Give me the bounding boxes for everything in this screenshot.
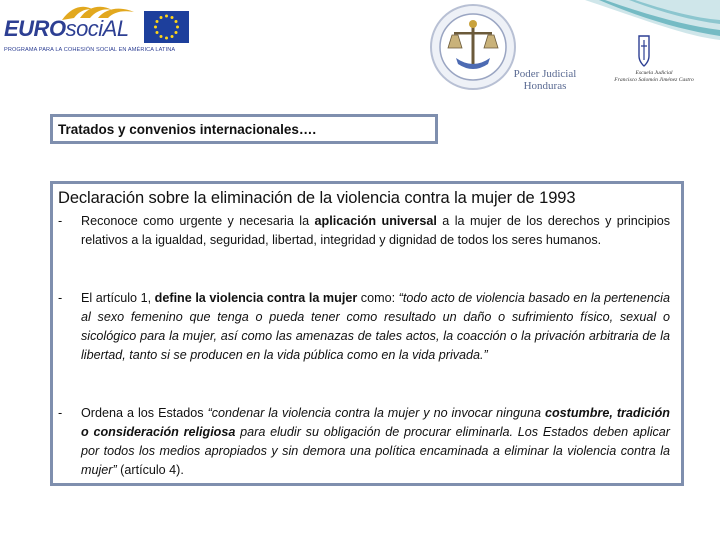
escuela-judicial-line2: Francisco Salomón Jiménez Castro	[614, 77, 694, 83]
decorative-ribbon-icon	[585, 0, 720, 108]
eurosocial-logo	[2, 2, 202, 58]
text-run: como:	[357, 291, 399, 305]
poder-judicial-name	[506, 68, 584, 92]
eu-flag-icon	[144, 11, 189, 43]
list-item-text	[81, 404, 670, 480]
escuela-judicial-name	[614, 70, 694, 84]
poder-judicial-line1: Poder Judicial	[513, 68, 577, 80]
text-run-italic: “condenar la violencia contra la mujer y no invocar ninguna	[207, 406, 545, 420]
text-run: El artículo 1,	[81, 291, 155, 305]
escuela-judicial-line1: Escuela Judicial	[635, 70, 673, 76]
text-run-bold: aplicación universal	[314, 214, 437, 228]
eurosocial-wordmark	[4, 16, 129, 42]
list-item-text	[81, 289, 670, 365]
text-run-bold-italic: costumbre, tradición o consideración religiosa	[81, 406, 670, 439]
eurosocial-tagline: PROGRAMA PARA LA COHESIÓN SOCIAL EN AMÉRICA LATINA	[4, 47, 176, 53]
slide-title-box	[50, 114, 438, 144]
text-run: a la mujer de los derechos y principios relativos a la igualdad, seguridad, libertad, integridad y dignidad de todos los seres humanos.	[81, 214, 670, 247]
slide-title: Tratados y convenios internacionales….	[58, 122, 317, 137]
escuela-judicial-logo-icon	[636, 34, 652, 68]
brand-suffix: sociAL	[65, 16, 129, 41]
list-item	[58, 212, 670, 250]
section-heading: Declaración sobre la eliminación de la violencia contra la mujer de 1993	[58, 189, 576, 207]
text-run: Reconoce como urgente y necesaria la	[81, 214, 315, 228]
text-run-italic: “todo acto de violencia basado en la pertenencia al sexo femenino que tenga o pueda tener como resultado un daño o sufrimiento físico, sexual o sicológico para la mujer, así como las amenazas de tales actos, la coacción o la privación arbitraria de la libertad, tanto si se producen en la vida pública como en la vida privada.”	[81, 291, 670, 362]
poder-judicial-seal-icon	[428, 2, 518, 92]
list-item-text	[81, 212, 670, 250]
text-run: (artículo 4).	[116, 463, 184, 477]
bullet-dash: -	[58, 406, 63, 420]
text-run-italic: para eludir su obligación de procurar eliminarla. Los Estados deben aplicar por todos los medios apropiados y sin demora una política encaminada a eliminar la violencia contra la mujer”	[81, 425, 670, 477]
list-item	[58, 289, 670, 365]
text-run: Ordena a los Estados	[81, 406, 208, 420]
content-box	[50, 181, 684, 486]
poder-judicial-line2: Honduras	[523, 80, 567, 92]
list-item	[58, 404, 670, 480]
bullet-dash: -	[58, 291, 63, 305]
brand-prefix: EURO	[4, 16, 66, 41]
text-run-bold: define la violencia contra la mujer	[154, 291, 358, 305]
bullet-dash: -	[58, 214, 63, 228]
